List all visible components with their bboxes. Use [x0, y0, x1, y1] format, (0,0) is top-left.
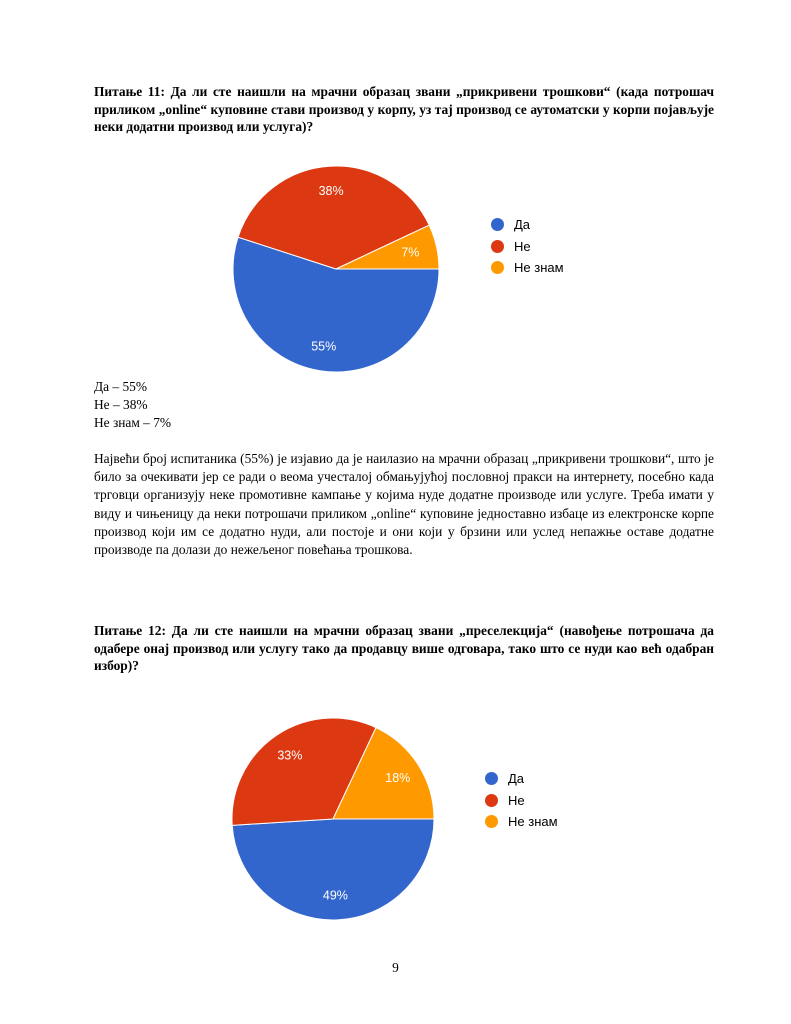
analysis-paragraph: Највећи број испитаника (55%) је изјавио да је наилазио на мрачни образац „прикривени трошкови“, што је било за очекивати јер се ради о веома учесталој обмањујућој пословној пракси на интернету, посебно када трговци организују неке промотивне кампање у којима нуде додатне производе или услуге. Треба имати у виду и чињеницу да неки потрошачи приликом „online“ куповине једноставно избаце из електронске корпе производ који им се додатно нуди, али постоје и они који у брзини или услед непажње оставе додатне производе па долази до нежељеног повећања трошкова. [94, 451, 714, 558]
question-12-label: Питање 12: [94, 623, 166, 638]
pie-slice-label: 38% [318, 183, 344, 198]
pie-slice [232, 819, 434, 920]
legend-swatch [485, 794, 498, 807]
result-line: Не – 38% [94, 397, 148, 412]
pie-slice-label: 49% [322, 888, 348, 903]
legend-item [491, 214, 564, 236]
question-11-label: Питање 11: [94, 84, 165, 99]
legend-item [491, 236, 564, 258]
legend-swatch [491, 240, 504, 253]
page-number: 9 [392, 960, 399, 975]
legend-question-11 [491, 214, 564, 279]
legend-item [485, 768, 558, 790]
pie-slice-label: 33% [277, 748, 303, 763]
legend-item [485, 790, 558, 812]
legend-label: Да [514, 217, 531, 233]
legend-swatch [485, 772, 498, 785]
pie-chart-question-11 [232, 165, 440, 373]
legend-swatch [491, 218, 504, 231]
legend-swatch [485, 815, 498, 828]
legend-label: Да [508, 771, 525, 787]
question-12-text: Да ли сте наишли на мрачни образац звани „преселекција“ (навођење потрошача да одабере онај производ или услугу тако да продавцу више одговара, тако што се нуди као већ одабран избор)? [94, 623, 714, 673]
legend-label: Не [514, 238, 531, 254]
legend-label: Не знам [514, 260, 564, 276]
legend-item [491, 257, 564, 279]
pie-slice-label: 18% [385, 770, 411, 785]
legend-swatch [491, 261, 504, 274]
question-11 [94, 83, 714, 136]
pie-chart-question-12 [231, 717, 435, 921]
pie-slice-label: 55% [311, 339, 337, 354]
legend-item [485, 811, 558, 833]
result-line: Не знам – 7% [94, 415, 172, 430]
question-12 [94, 622, 714, 675]
legend-label: Не [508, 792, 525, 808]
result-line: Да – 55% [94, 379, 148, 394]
results-list [94, 378, 171, 432]
pie-slice-label: 7% [401, 245, 420, 260]
question-11-text: Да ли сте наишли на мрачни образац звани „прикривени трошкови“ (када потрошач приликом „online“ куповине стави производ у корпу, уз тај производ се аутоматски у корпи појављује неки додатни производ или услуга)? [94, 84, 715, 134]
legend-question-12 [485, 768, 558, 833]
legend-label: Не знам [508, 814, 558, 830]
